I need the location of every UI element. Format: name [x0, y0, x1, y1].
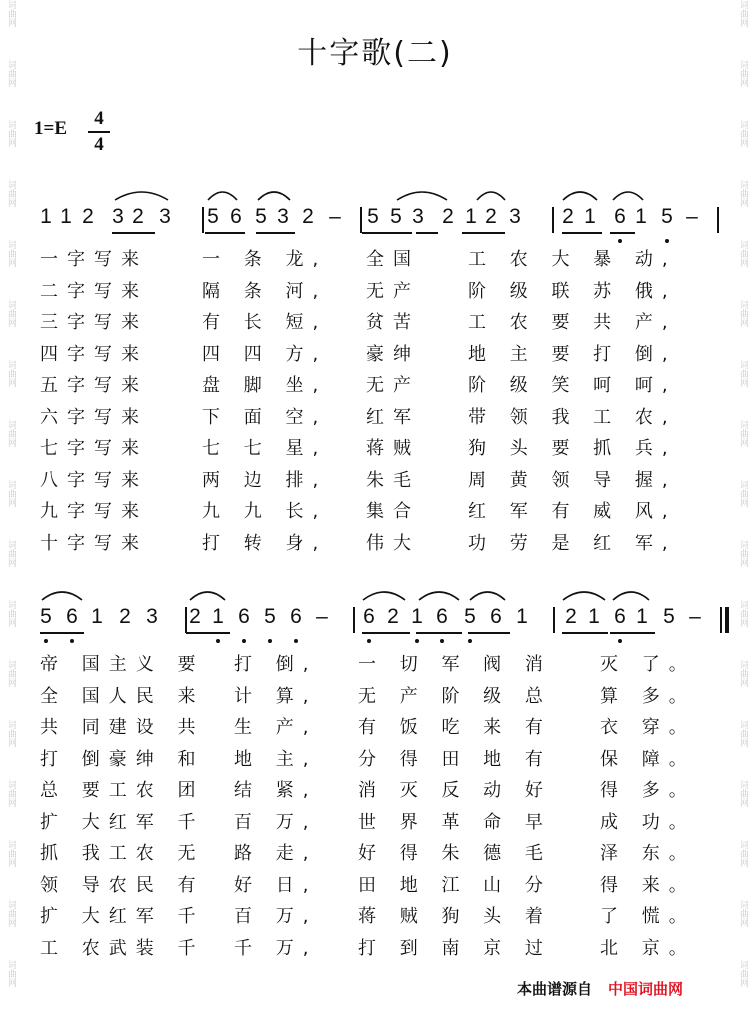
note: 5	[40, 605, 52, 628]
underline-beam	[362, 232, 412, 234]
watermark-text: 词曲网	[6, 360, 16, 387]
lyric-text: 八字写来	[40, 469, 148, 491]
watermark-text: 词曲网	[738, 900, 748, 927]
lyric-row	[40, 902, 720, 928]
lyric-text: 得 多。	[600, 780, 696, 801]
watermark-text: 词曲网	[6, 660, 16, 687]
time-signature	[88, 108, 110, 156]
watermark-text: 词曲网	[738, 360, 748, 387]
lyric-text: 路 走,	[234, 843, 318, 864]
lyric-text: 生 产,	[234, 717, 318, 738]
note: 6	[66, 605, 78, 628]
lyric-text: 有 长 短,	[202, 312, 328, 333]
note: 2	[132, 205, 144, 228]
note: 6	[614, 605, 626, 628]
underline-beam	[562, 232, 602, 234]
underline-beam	[186, 632, 230, 634]
note: 6	[490, 605, 502, 628]
lyric-text: 帝 国主义 要	[40, 654, 205, 675]
hold-dash: –	[316, 605, 328, 628]
lyric-row	[40, 713, 720, 739]
lyric-text: 灭 了。	[600, 654, 696, 675]
lyric-row	[40, 371, 720, 397]
note: 1	[411, 605, 423, 628]
lyric-text: 九 九 长,	[202, 501, 328, 522]
underline-beam	[468, 632, 510, 634]
final-barline	[725, 607, 729, 633]
lyric-text: 无产	[366, 375, 420, 396]
watermark-text: 词曲网	[738, 180, 748, 207]
slur	[419, 592, 459, 600]
slur	[363, 592, 405, 600]
watermark-text: 词曲网	[6, 0, 16, 27]
lyric-text: 二字写来	[40, 280, 148, 302]
lyric-text: 打 倒豪绅 和	[40, 748, 205, 770]
note: 2	[119, 605, 131, 628]
watermark-text: 词曲网	[6, 960, 16, 987]
lyric-text: 盘 脚 坐,	[202, 375, 328, 396]
lyric-text: 得 来。	[600, 874, 696, 896]
lyric-text: 共 同建设 共	[40, 717, 205, 738]
watermark-text: 词曲网	[6, 720, 16, 747]
note: 2	[442, 205, 454, 228]
lyric-text: 集合	[366, 501, 420, 522]
lyric-text: 豪绅	[366, 343, 420, 365]
underline-beam	[462, 232, 505, 234]
lyric-text: 下 面 空,	[202, 406, 328, 428]
source-label: 本曲谱源自	[517, 980, 593, 998]
barline	[360, 207, 362, 233]
low-octave-dot	[70, 639, 74, 643]
lyric-row	[40, 466, 720, 492]
watermark-text: 词曲网	[6, 780, 16, 807]
time-signature-bottom: 4	[94, 134, 104, 155]
lyric-text: 六字写来	[40, 406, 148, 428]
lyric-text: 消 灭 反 动 好	[358, 780, 552, 801]
underline-beam	[610, 632, 655, 634]
lyric-row	[40, 650, 720, 676]
slur	[190, 592, 225, 600]
lyric-row	[40, 340, 720, 366]
lyric-text: 千 万,	[234, 937, 318, 959]
key-signature: 1=E	[34, 118, 67, 139]
lyric-text: 保 障。	[600, 748, 696, 770]
watermark-text: 词曲网	[738, 840, 748, 867]
note: 2	[565, 605, 577, 628]
slur	[397, 192, 447, 200]
note: 2	[82, 205, 94, 228]
note: 3	[146, 605, 158, 628]
low-octave-dot	[268, 639, 272, 643]
note: 1	[60, 205, 72, 228]
note: 5	[207, 205, 219, 228]
lyric-text: 工 农武装 千	[40, 937, 205, 959]
slur	[563, 592, 605, 600]
lyric-text: 扩 大红军 千	[40, 811, 205, 833]
lyric-text: 七字写来	[40, 438, 148, 459]
note: 1	[91, 605, 103, 628]
lyric-text: 领 导农民 有	[40, 874, 205, 896]
lyric-text: 功 劳 是 红 军,	[468, 532, 677, 554]
note: 1	[635, 205, 647, 228]
watermark-text: 词曲网	[738, 540, 748, 567]
note: 3	[159, 205, 171, 228]
notation-line-2	[0, 605, 750, 639]
note: 2	[189, 605, 201, 628]
lyric-row	[40, 497, 720, 523]
watermark-text: 词曲网	[6, 840, 16, 867]
watermark-text: 词曲网	[6, 600, 16, 627]
lyric-row	[40, 745, 720, 771]
lyric-text: 田 地 江 山 分	[358, 874, 552, 896]
lyric-text: 贫苦	[366, 312, 420, 333]
watermark-text: 词曲网	[6, 540, 16, 567]
lyric-text: 九字写来	[40, 501, 148, 522]
lyric-text: 三字写来	[40, 312, 148, 333]
note: 3	[509, 205, 521, 228]
slur	[42, 592, 82, 600]
lyric-text: 朱毛	[366, 469, 420, 491]
lyric-row	[40, 403, 720, 429]
hold-dash: –	[689, 605, 701, 628]
source-credit	[517, 978, 683, 999]
watermark-text: 词曲网	[6, 120, 16, 147]
hold-dash: –	[686, 205, 698, 228]
lyric-text: 百 万,	[234, 811, 318, 833]
watermark-text: 词曲网	[6, 480, 16, 507]
lyric-text: 五字写来	[40, 375, 148, 396]
note: 2	[387, 605, 399, 628]
note: 5	[264, 605, 276, 628]
lyric-text: 周 黄 领 导 握,	[468, 469, 677, 491]
note: 6	[363, 605, 375, 628]
note: 2	[485, 205, 497, 228]
note: 3	[412, 205, 424, 228]
lyric-text: 地 主 要 打 倒,	[468, 343, 677, 365]
low-octave-dot	[294, 639, 298, 643]
low-octave-dot	[44, 639, 48, 643]
lyric-text: 阶 级 笑 呵 呵,	[468, 375, 677, 396]
slur	[258, 192, 290, 200]
lyric-text: 阶 级 联 苏 俄,	[468, 280, 677, 302]
watermark-text: 词曲网	[738, 480, 748, 507]
lyric-text: 一 条 龙,	[202, 249, 328, 270]
underline-beam	[416, 232, 438, 234]
lyric-text: 工 农 要 共 产,	[468, 312, 677, 333]
lyric-text: 全国	[366, 249, 420, 270]
note: 5	[663, 605, 675, 628]
lyric-text: 一字写来	[40, 249, 148, 270]
lyric-row	[40, 529, 720, 555]
lyric-row	[40, 308, 720, 334]
watermark-text: 词曲网	[6, 180, 16, 207]
underline-beam	[562, 632, 608, 634]
time-signature-top: 4	[94, 108, 104, 129]
watermark-right	[734, 0, 748, 1027]
lyric-text: 地 主,	[234, 748, 318, 770]
hold-dash: –	[329, 205, 341, 228]
watermark-text: 词曲网	[738, 720, 748, 747]
barline	[720, 607, 722, 633]
watermark-text: 词曲网	[738, 600, 748, 627]
barline	[353, 607, 355, 633]
slur	[470, 592, 505, 600]
lyric-row	[40, 839, 720, 865]
note: 5	[464, 605, 476, 628]
note: 5	[390, 205, 402, 228]
lyric-row	[40, 434, 720, 460]
watermark-text: 词曲网	[6, 900, 16, 927]
lyric-row	[40, 871, 720, 897]
slur	[613, 592, 649, 600]
lyric-text: 总 要工农 团	[40, 780, 205, 801]
low-octave-dot	[468, 639, 472, 643]
lyric-text: 打 转 身,	[202, 532, 328, 554]
lyric-text: 一 切 军 阀 消	[358, 654, 552, 675]
watermark-text: 词曲网	[6, 300, 16, 327]
lyric-row	[40, 808, 720, 834]
underline-beam	[40, 632, 84, 634]
lyric-row	[40, 682, 720, 708]
lyric-text: 打 倒,	[234, 654, 318, 675]
watermark-text: 词曲网	[738, 0, 748, 27]
note: 6	[238, 605, 250, 628]
low-octave-dot	[440, 639, 444, 643]
lyric-row	[40, 776, 720, 802]
note: 1	[588, 605, 600, 628]
barline	[553, 607, 555, 633]
underline-beam	[362, 632, 410, 634]
lyric-text: 分 得 田 地 有	[358, 748, 552, 770]
low-octave-dot	[216, 639, 220, 643]
lyric-text: 四 四 方,	[202, 343, 328, 365]
underline-beam	[205, 232, 245, 234]
lyric-text: 打 到 南 京 过	[358, 937, 552, 959]
lyric-text: 好 日,	[234, 874, 318, 896]
note: 6	[436, 605, 448, 628]
song-title: 十字歌(二)	[297, 36, 453, 71]
lyric-text: 计 算,	[234, 685, 318, 707]
note: 1	[465, 205, 477, 228]
lyric-text: 好 得 朱 德 毛	[358, 843, 552, 864]
watermark-text: 词曲网	[738, 300, 748, 327]
lyric-text: 狗 头 要 抓 兵,	[468, 438, 677, 459]
barline	[717, 207, 719, 233]
lyric-text: 蒋贼	[366, 438, 420, 459]
source-site-link[interactable]: 中国词曲网	[608, 980, 684, 998]
note: 6	[614, 205, 626, 228]
watermark-text: 词曲网	[738, 240, 748, 267]
note: 1	[40, 205, 52, 228]
note: 1	[636, 605, 648, 628]
lyric-text: 抓 我工农 无	[40, 843, 205, 864]
lyric-text: 了 慌。	[600, 906, 696, 927]
watermark-text: 词曲网	[738, 420, 748, 447]
lyric-text: 红 军 有 威 风,	[468, 501, 677, 522]
lyric-text: 两 边 排,	[202, 469, 328, 491]
barline	[552, 207, 554, 233]
watermark-text: 词曲网	[738, 780, 748, 807]
lyric-text: 成 功。	[600, 811, 696, 833]
lyric-row	[40, 934, 720, 960]
lyric-text: 泽 东。	[600, 843, 696, 864]
lyric-text: 伟大	[366, 532, 420, 554]
note: 2	[302, 205, 314, 228]
note: 5	[661, 205, 673, 228]
watermark-text: 词曲网	[738, 960, 748, 987]
low-octave-dot	[367, 639, 371, 643]
lyric-text: 世 界 革 命 早	[358, 811, 552, 833]
lyric-text: 十字写来	[40, 532, 148, 554]
watermark-text: 词曲网	[738, 660, 748, 687]
note: 1	[584, 205, 596, 228]
note: 6	[230, 205, 242, 228]
lyric-text: 工 农 大 暴 动,	[468, 249, 677, 270]
lyric-row	[40, 245, 720, 271]
lyric-text: 百 万,	[234, 906, 318, 927]
low-octave-dot	[618, 239, 622, 243]
watermark-text: 词曲网	[6, 240, 16, 267]
slur	[613, 192, 643, 200]
low-octave-dot	[242, 639, 246, 643]
underline-beam	[256, 232, 295, 234]
note: 5	[367, 205, 379, 228]
slur	[563, 192, 597, 200]
lyric-text: 隔 条 河,	[202, 280, 328, 302]
note: 3	[277, 205, 289, 228]
lyric-text: 全 国人民 来	[40, 685, 205, 707]
slur	[115, 192, 168, 200]
lyric-text: 蒋 贼 狗 头 着	[358, 906, 552, 927]
watermark-text: 词曲网	[6, 60, 16, 87]
note: 1	[212, 605, 224, 628]
time-signature-bar	[88, 131, 110, 133]
watermark-text: 词曲网	[738, 120, 748, 147]
slur	[477, 192, 505, 200]
underline-beam	[416, 632, 462, 634]
watermark-left	[2, 0, 16, 1027]
low-octave-dot	[415, 639, 419, 643]
underline-beam	[112, 232, 155, 234]
lyric-text: 算 多。	[600, 685, 696, 707]
note: 3	[112, 205, 124, 228]
underline-beam	[610, 232, 635, 234]
notation-line-1	[0, 205, 750, 239]
lyric-text: 有 饭 吃 来 有	[358, 717, 552, 738]
lyric-text: 衣 穿。	[600, 717, 696, 738]
note: 6	[290, 605, 302, 628]
lyric-text: 红军	[366, 406, 420, 428]
lyric-text: 无产	[366, 280, 420, 302]
note: 1	[516, 605, 528, 628]
lyric-text: 七 七 星,	[202, 438, 328, 459]
lyric-text: 结 紧,	[234, 780, 318, 801]
lyric-text: 无 产 阶 级 总	[358, 685, 552, 707]
lyric-text: 四字写来	[40, 343, 148, 365]
lyric-text: 扩 大红军 千	[40, 906, 205, 927]
watermark-text: 词曲网	[738, 60, 748, 87]
low-octave-dot	[665, 239, 669, 243]
watermark-text: 词曲网	[6, 420, 16, 447]
note: 2	[562, 205, 574, 228]
lyric-text: 带 领 我 工 农,	[468, 406, 677, 428]
low-octave-dot	[618, 639, 622, 643]
lyric-text: 北 京。	[600, 937, 696, 959]
note: 5	[255, 205, 267, 228]
slur	[208, 192, 237, 200]
lyric-row	[40, 277, 720, 303]
